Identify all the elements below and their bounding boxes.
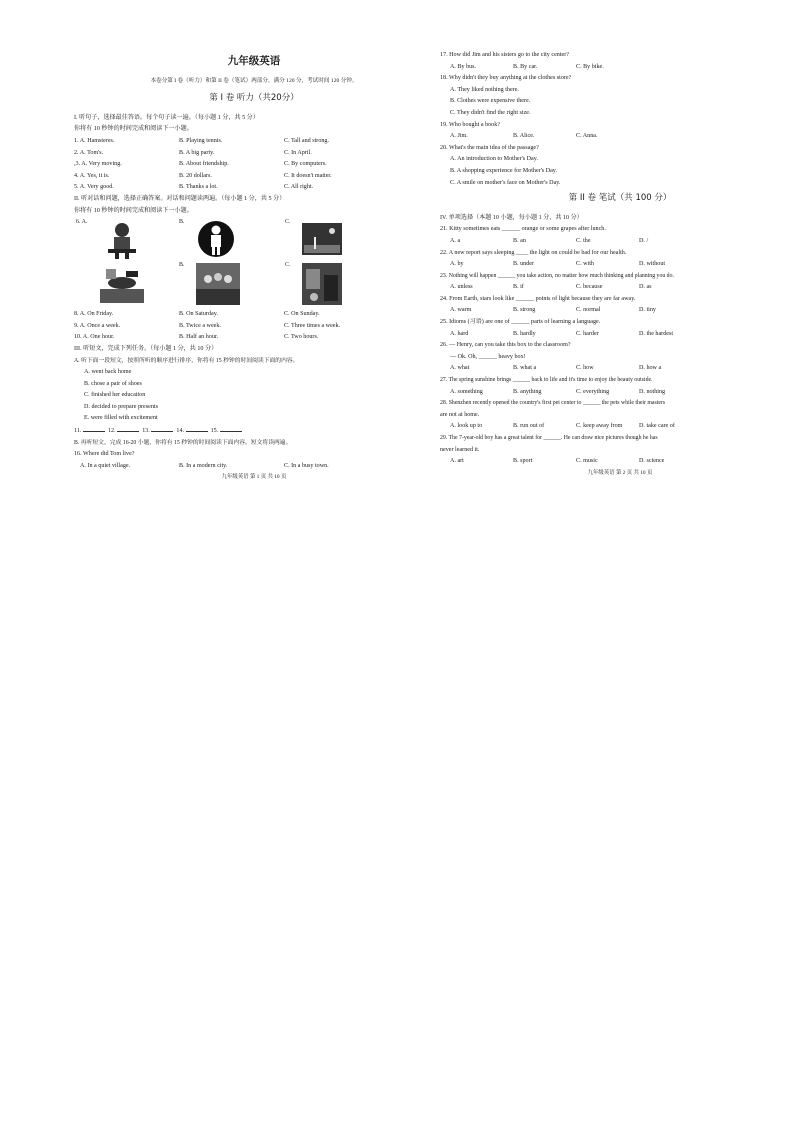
question-4 [74,171,434,183]
ordering-item-a: A. went back home [84,369,132,376]
q7-pic-b-label: B. [179,262,185,269]
q2-option-c: C. In April. [284,149,312,156]
exam-intro: 本卷分第 I 卷（听力）和第 II 卷（笔试）两部分，满分 120 分，考试时间 120 分钟。 [150,77,358,84]
q26-option-a: A. what [450,365,470,372]
question-21: 21. Kitty sometimes eats ______ orange or some grapes after lunch. [440,226,606,233]
q6-pic-c-label: C. [285,219,291,226]
q16-option-c: C. In a busy town. [284,462,329,469]
question-19: 19. Who bought a book? [440,121,500,128]
blank-14-label: 14. [176,428,185,435]
question-24: 24. From Earth, stars look like ______ points of light because they are far away. [440,295,636,302]
question-25: 25. Idioms (习语) are one of ______ parts of learning a language. [440,319,601,326]
exam-title: 九年级英语 [227,55,281,67]
part3-b-instructions: B. 再听短文，完成 16-20 小题，你将有 15 秒钟的时间阅读下面内容。短文将读两遍。 [74,439,292,446]
q19-option-b: B. Alice. [513,133,535,140]
q5-option-a: 5. A. Very good. [74,184,114,191]
ordering-item-b: B. chose a pair of shoes [84,380,142,387]
part4-heading: IV. 单项选择（本题 10 小题，每小题 1 分，共 10 分） [440,214,583,221]
q10-option-a: 10. A. One hour. [74,334,115,341]
q9-option-c: C. Three times a week. [284,322,341,329]
q28-option-a: A. look up to [450,423,483,430]
blank-14[interactable] [186,425,208,432]
q16-option-a: A. In a quiet village. [80,462,131,469]
page-left [74,50,434,484]
q10-option-b: B. Half an hour. [179,334,219,341]
q2-option-b: B. A big party. [179,149,215,156]
question-16: 16. Where did Tom live? [74,451,135,458]
q16-option-b: B. In a modern city. [179,462,228,469]
ordering-item-d: D. decided to prepare presents [84,403,158,410]
q8-option-b: B. On Saturday. [179,311,218,318]
family-photo-picture [196,263,240,305]
question-5 [74,182,434,194]
part3-heading: III. 听短文，完成下列任务。（每小题 1 分，共 10 分） [74,345,218,352]
q8-option-a: 8. A. On Friday. [74,311,114,318]
question-26-options [440,363,794,375]
q26-option-d: D. how a [639,365,662,372]
q18-option-b: B. Clothes were expensive there. [450,98,531,105]
ordering-items [74,367,434,425]
q17-option-b: B. By car. [513,63,538,70]
question-19-options [440,131,794,143]
q23-option-b: B. if [513,284,524,291]
part1-note: 你将有 10 秒钟的时间完成和阅读下一小题。 [74,126,193,133]
question-26-reply: — Ok. Oh, ______ heavy box! [450,353,526,360]
q19-option-a: A. Jim. [450,133,468,140]
q7-pic-c-label: C. [285,262,291,269]
q24-option-b: B. strong [513,307,536,314]
q26-option-c: C. how [576,365,594,372]
q20-option-b: B. A shopping experience for Mother's Day. [450,167,557,174]
q29-option-c: C. music [576,458,598,465]
q5-option-c: C. All right. [284,184,314,191]
question-29-continued: never learned it. [440,446,480,453]
q25-option-d: D. the hardest [639,330,674,337]
q25-option-c: C. harder [576,330,599,337]
question-27-options [440,387,794,399]
page-right [440,50,794,479]
answer-blanks [74,425,434,438]
q23-option-d: D. as [639,284,652,291]
ordering-item-c: C. finished her education [84,392,146,399]
q21-option-d: D. / [639,237,649,244]
question-1 [74,136,434,148]
q22-option-a: A. by [450,261,464,268]
q26-option-b: B. what a [513,365,537,372]
q25-option-a: A. hard [450,330,469,337]
question-16-options [74,461,434,473]
picture-options [74,217,434,309]
q27-option-c: C. everything [576,388,610,395]
blank-11-label: 11. [74,428,82,435]
q28-option-b: B. run out of [513,423,545,430]
q4-option-c: C. It doesn't matter. [284,172,332,179]
q3-option-b: B. About friendship. [179,161,229,168]
question-23: 23. Nothing will happen ______ you take action, no matter how much thinking and planning you do. [440,272,674,279]
blank-15-label: 15. [210,428,219,435]
question-27: 27. The spring sunshine brings ______ back to life and it's time to enjoy the beauty outside. [440,377,653,384]
section-listening-heading: 第 I 卷 听力（共20分） [209,93,299,104]
question-10 [74,332,434,344]
q20-option-a: A. An introduction to Mother's Day. [450,156,538,163]
q6-pic-b-label: B. [179,219,185,226]
q21-option-a: A. a [450,237,461,244]
q17-option-a: A. By bus. [450,63,477,70]
question-23-options [440,282,794,294]
part1-heading: I. 听句子，选择最佳答语。每个句子读一遍。（每小题 1 分，共 5 分） [74,114,259,121]
ordering-item-e: E. were filled with excitement [84,415,158,422]
part2-heading: II. 听对话和问题，选择正确答案。对话和问题读两遍。（每小题 1 分，共 5 分） [74,195,286,202]
moon-night-picture [302,223,342,255]
question-17-options [440,62,794,74]
q22-option-b: B. under [513,261,534,268]
q18-option-a: A. They liked nothing there. [450,86,519,93]
q21-option-c: C. the [576,237,591,244]
q17-option-c: C. By bike. [576,63,604,70]
q1-option-a: 1. A. Hamsteres. [74,137,115,144]
q9-option-b: B. Twice a week. [179,322,221,329]
q19-option-c: C. Anna. [576,133,598,140]
q9-option-a: 9. A. Once a week. [74,322,121,329]
question-24-options [440,305,794,317]
girl-dancing-picture [196,219,236,259]
q8-option-c: C. On Sunday. [284,311,320,318]
q23-option-a: A. unless [450,284,473,291]
q6-label: 6. A. [76,219,88,226]
q29-option-a: A. art [450,458,464,465]
question-28: 28. Shenzhen recently opened the country's first pet center to ______ the pets while their masters [440,400,666,407]
q28-option-d: D. take care of [639,423,675,430]
q29-option-b: B. sport [513,458,533,465]
question-21-options [440,236,794,248]
q3-option-a: ,3. A. Very moving. [74,161,122,168]
question-18: 18. Why didn't they buy anything at the clothes store? [440,75,572,82]
q18-option-c: C. They didn't find the right size. [450,109,531,116]
question-25-options [440,329,794,341]
q27-option-a: A. something [450,388,483,395]
q4-option-a: 4. A. Yes, it is. [74,172,110,179]
blank-13[interactable] [151,425,173,432]
street-scene-picture [302,263,342,305]
part2-note: 你将有 10 秒钟的时间完成和阅读下一小题。 [74,207,193,214]
q24-option-a: A. warm [450,307,472,314]
q29-option-d: D. science [639,458,665,465]
question-28-continued: are not at home. [440,411,480,418]
q27-option-b: B. anything [513,388,542,395]
q23-option-c: C. because [576,284,603,291]
q5-option-b: B. Thanks a lot. [179,184,218,191]
q22-option-d: D. without [639,261,666,268]
q21-option-b: B. an [513,237,526,244]
question-3 [74,159,434,171]
question-20: 20. What's the main idea of the passage? [440,144,539,151]
blank-15[interactable] [220,425,242,432]
q28-option-c: C. keep away from [576,423,623,430]
question-29-options [440,456,794,468]
question-26: 26. — Henry, can you take this box to the classroom? [440,342,571,349]
q2-option-a: 2. A. Tom's. [74,149,104,156]
q3-option-c: C. By computers. [284,161,327,168]
page-footer-left: 九年级英语 第 1 页 共 10 页 [221,474,287,481]
q10-option-c: C. Two hours. [284,334,319,341]
question-22-options [440,259,794,271]
question-2 [74,148,434,160]
part3-a-instructions: A. 听下面一段短文，按照所听的顺序进行排序，你将有 15 秒钟的时间阅读下面的内容。 [74,357,299,364]
section-written-heading: 第 II 卷 笔试（共 100 分） [568,193,672,204]
q1-option-b: B. Playing tennis. [179,137,223,144]
blank-12[interactable] [117,425,139,432]
page-footer-right: 九年级英语 第 2 页 共 10 页 [587,469,653,476]
q22-option-c: C. with [576,261,594,268]
boy-reading-picture [102,221,142,259]
q1-option-c: C. Tall and strong. [284,137,329,144]
q27-option-d: D. nothing [639,388,666,395]
q20-option-c: C. A smile on mother's face on Mother's Day. [450,179,561,186]
q25-option-b: B. hardly [513,330,536,337]
q24-option-d: D. tiny [639,307,656,314]
question-8 [74,309,434,321]
question-9 [74,321,434,333]
q4-option-b: B. 20 dollars. [179,172,212,179]
blank-12-label: 12. [107,428,116,435]
blank-11[interactable] [83,425,105,432]
question-29: 29. The 7-year-old boy has a great talent for ______. He can draw nice pictures though he has [440,435,658,441]
question-28-options [440,421,794,433]
question-17: 17. How did Jim and his sisters go to the city center? [440,52,569,58]
cooking-picture [100,265,144,305]
blank-13-label: 13. [142,428,150,435]
q24-option-c: C. normal [576,307,601,314]
question-22: 22. A new report says sleeping ____ the light on could be bad for our health. [440,249,627,256]
